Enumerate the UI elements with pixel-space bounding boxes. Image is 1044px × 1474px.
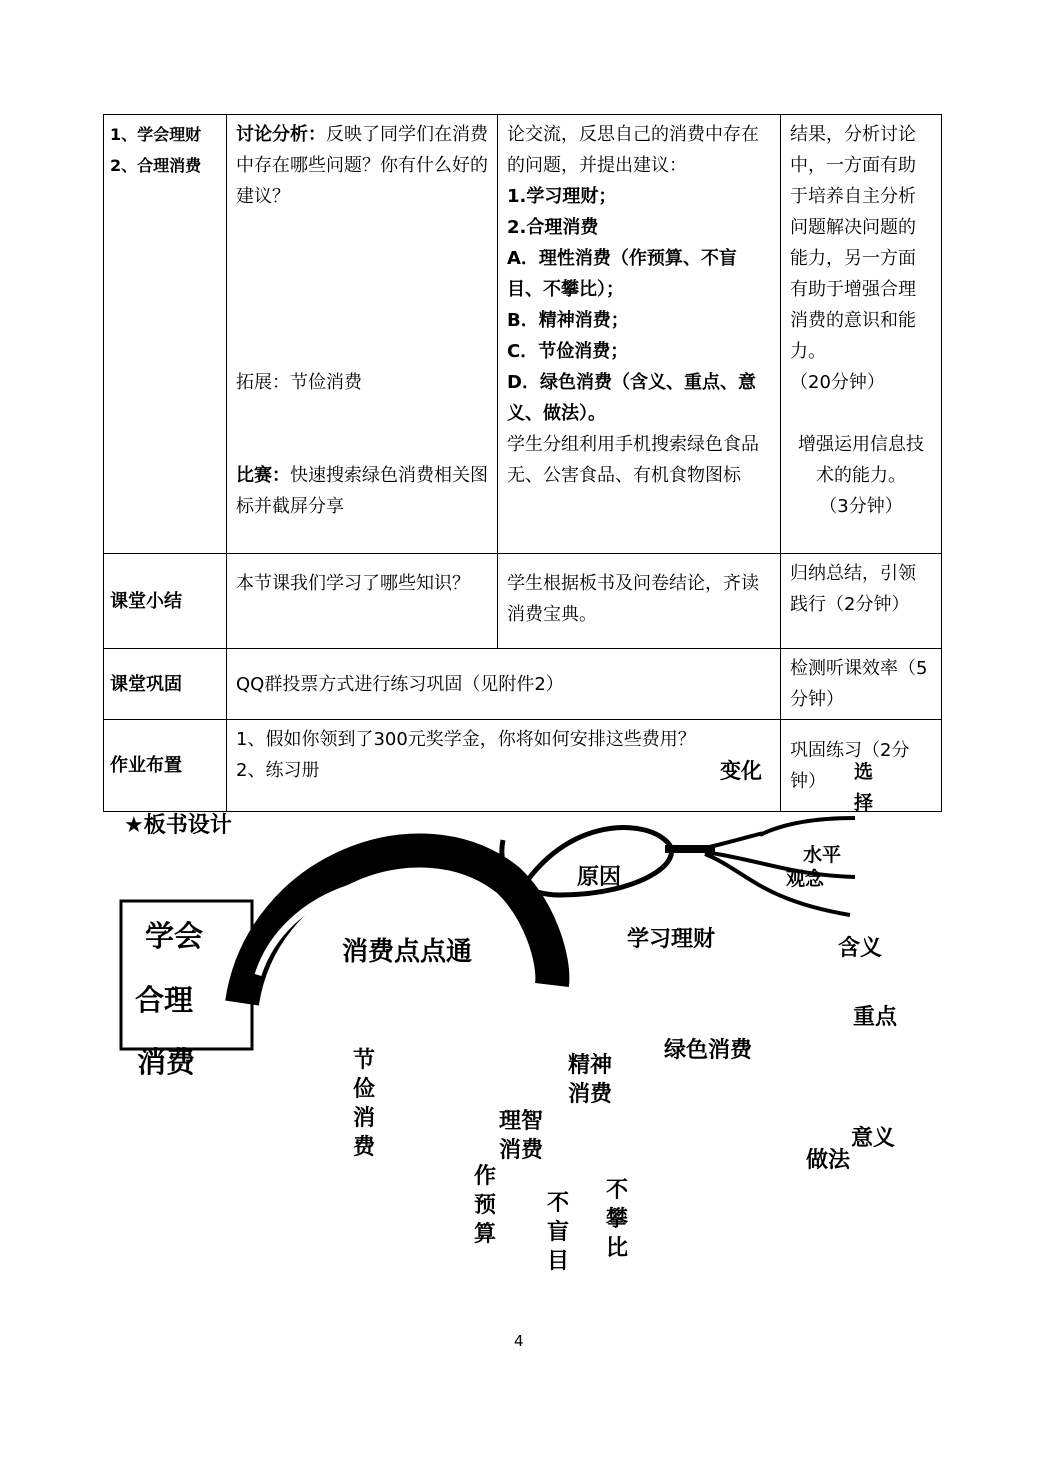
- board-method: 做法: [806, 1148, 851, 1173]
- item-learn-finance: 1.学习理财；: [507, 186, 617, 207]
- budget-char-3: 算: [473, 1222, 496, 1247]
- item-rational-spend: 2.合理消费: [507, 217, 599, 238]
- summary-teacher: 本节课我们学习了哪些知识？: [227, 554, 498, 649]
- consolidate-purpose: 检测听课效率（5分钟）: [781, 649, 942, 720]
- board-budget: [470, 1162, 500, 1249]
- not-blind-char-2: 盲: [546, 1220, 569, 1245]
- homework-purpose: 巩固练习（2分钟）: [781, 720, 942, 812]
- topic-line-1: 1、学会理财: [110, 125, 202, 144]
- board-level: 水平: [803, 844, 842, 866]
- consolidate-label: 课堂巩固: [104, 649, 227, 720]
- not-compare-char-1: 不: [605, 1178, 628, 1203]
- board-word-change: 变化: [720, 759, 762, 783]
- homework-item-1: 1、假如你领到了300元奖学金，你将如何安排这些费用？: [236, 729, 696, 750]
- budget-char-1: 作: [473, 1164, 496, 1189]
- board-design-heading: ★板书设计: [124, 813, 232, 838]
- board-not-blind: [543, 1189, 573, 1276]
- time-3: （3分钟）: [819, 496, 903, 517]
- homework-item-2: 2、练习册: [236, 760, 320, 781]
- homework-label: 作业布置: [104, 720, 227, 812]
- purpose-text: 结果，分析讨论中，一方面有助于培养自主分析问题解决问题的能力，另一方面有助于增强合理消费的意识和能力。: [790, 124, 916, 362]
- board-concept: 观念: [786, 868, 825, 890]
- board-box-line-3: 消费: [137, 1045, 196, 1079]
- board-cause: 原因: [577, 865, 622, 890]
- frugal-char-3: 消: [352, 1106, 375, 1131]
- board-word-choice: 选择: [854, 761, 874, 814]
- student-search-text: 学生分组利用手机搜索绿色食品无、公害食品、有机食物图标: [507, 434, 759, 486]
- not-blind-char-3: 目: [546, 1249, 569, 1274]
- board-significance: 意义: [851, 1126, 896, 1151]
- skill-text: 增强运用信息技术的能力。: [798, 434, 924, 486]
- board-green: 绿色消费: [664, 1038, 753, 1063]
- board-rational: 理智 消费: [499, 1109, 544, 1163]
- frugal-char-2: 俭: [352, 1077, 375, 1102]
- frugal-char-1: 节: [352, 1048, 375, 1073]
- item-d: D．绿色消费（含义、重点、意义、做法）。: [507, 372, 756, 424]
- board-meaning: 含义: [838, 936, 883, 961]
- contest-label: 比赛：: [236, 465, 290, 486]
- board-learn-finance: 学习理财: [627, 927, 716, 952]
- student-intro: 论交流，反思自己的消费中存在的问题，并提出建议：: [507, 124, 759, 176]
- board-spiritual: 精神 消费: [568, 1053, 613, 1107]
- item-a: A．理性消费（作预算、不盲目、不攀比）；: [507, 248, 737, 300]
- board-box-line-2: 合理: [135, 983, 194, 1017]
- discuss-label: 讨论分析：: [236, 124, 326, 145]
- item-b: B．精神消费；: [507, 310, 629, 331]
- summary-label: 课堂小结: [104, 554, 227, 649]
- discuss-text: 反映了同学们在消费中存在哪些问题？你有什么好的建议？: [236, 124, 488, 207]
- board-box-line-1: 学会: [145, 919, 204, 953]
- item-c: C．节俭消费；: [507, 341, 629, 362]
- extend-text: 拓展：节俭消费: [236, 372, 362, 393]
- board-not-compare: [602, 1176, 632, 1263]
- board-key-point: 重点: [853, 1005, 898, 1030]
- consolidate-content: QQ群投票方式进行练习巩固（见附件2）: [227, 649, 781, 720]
- page-number: 4: [514, 1332, 524, 1350]
- summary-student: 学生根据板书及问卷结论，齐读消费宝典。: [498, 554, 781, 649]
- frugal-char-4: 费: [352, 1135, 375, 1160]
- budget-char-2: 预: [473, 1193, 496, 1218]
- not-compare-char-3: 比: [605, 1236, 628, 1261]
- not-compare-char-2: 攀: [605, 1207, 628, 1232]
- board-center-title: 消费点点通: [342, 937, 473, 967]
- board-frugal: [349, 1046, 379, 1162]
- topic-line-2: 2、合理消费: [110, 156, 202, 175]
- contest-text: 快速搜索绿色消费相关图标并截屏分享: [236, 465, 488, 517]
- not-blind-char-1: 不: [546, 1191, 569, 1216]
- summary-purpose: 归纳总结，引领践行（2分钟）: [781, 554, 942, 649]
- time-20: （20分钟）: [790, 372, 885, 393]
